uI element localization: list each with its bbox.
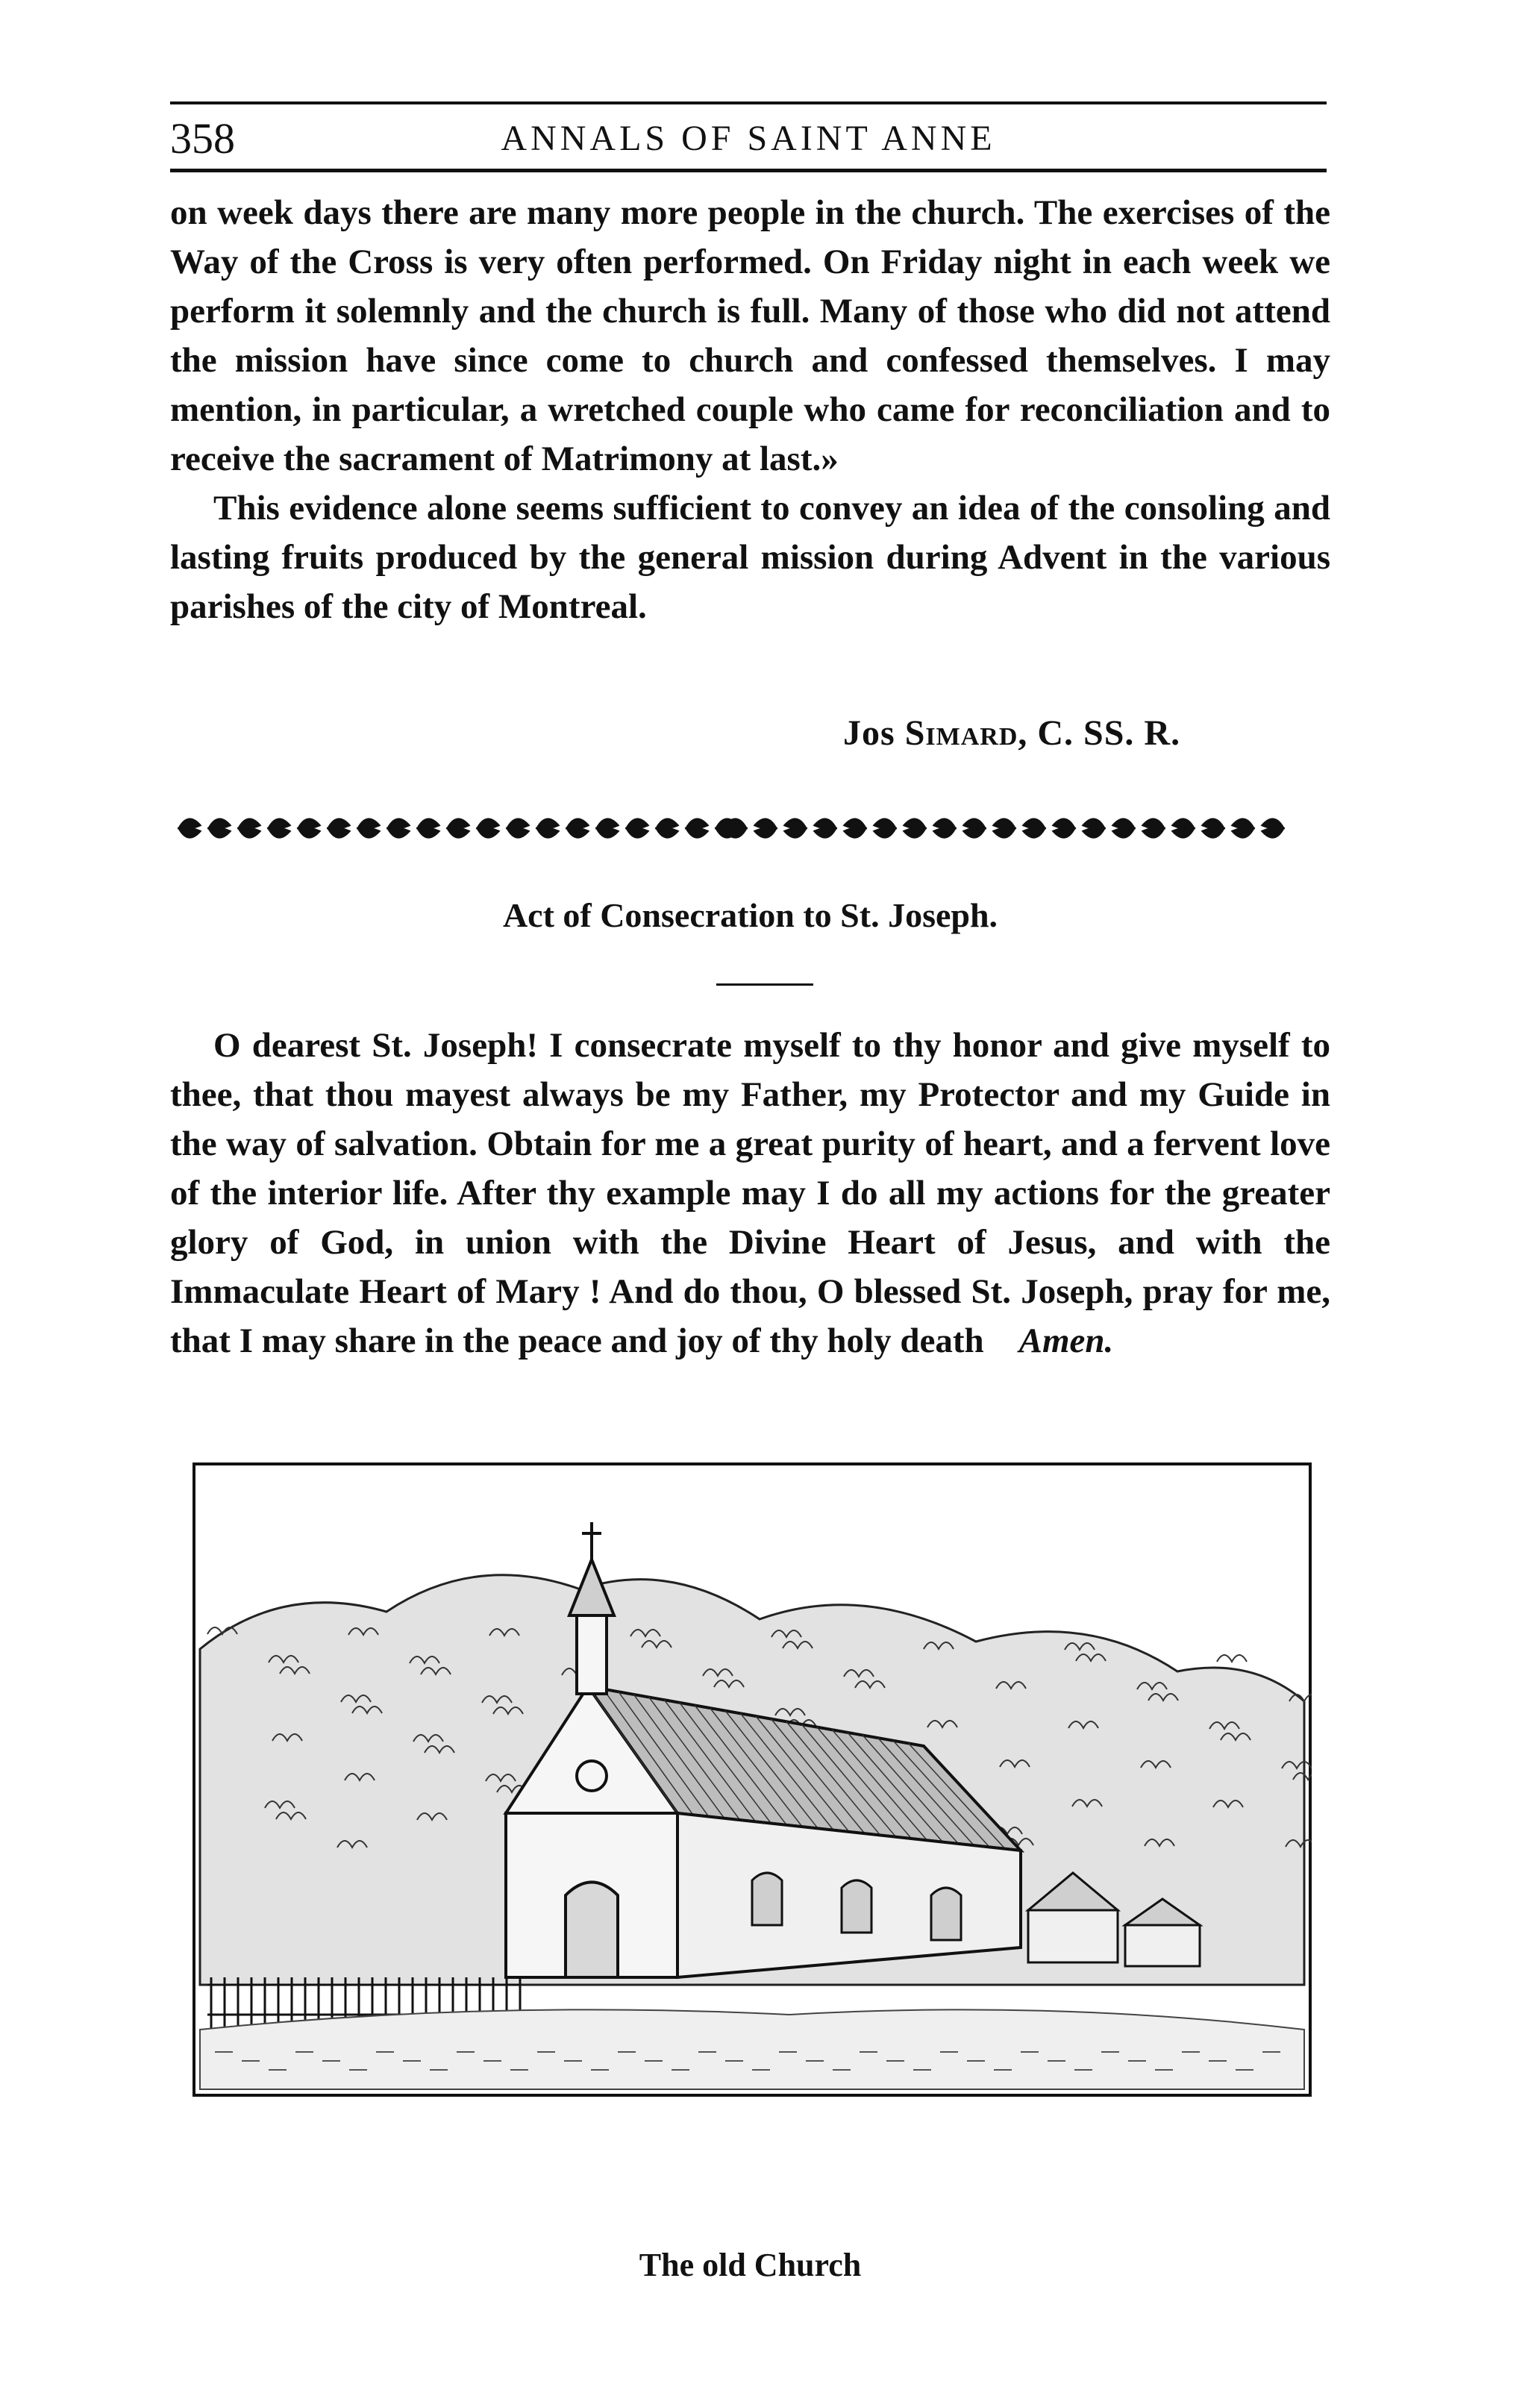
running-head: ANNALS OF SAINT ANNE	[501, 119, 996, 158]
header-top-rule	[170, 101, 1327, 104]
signature-suffix: , C. SS. R.	[1018, 713, 1181, 753]
prayer-paragraph	[170, 1021, 1330, 1365]
header-bottom-rule	[170, 169, 1327, 172]
article-paragraph: This evidence alone seems sufficient to convey an idea of the consoling and lasting fruits produced by the general mission during Advent in the various parishes of the city of Montreal.	[170, 489, 1330, 626]
prayer-body: O dearest St. Joseph! I consecrate myself to thy honor and give myself to thee, that thou mayest always be my Father, my Protector and my Guide in the way of salvation. Obtain for me a great purity of heart, and a fervent love of the interior life. After thy example may I do all my actions for the greater glory of God, in union with the Divine Heart of Jesus, and with the Immaculate Heart of Mary ! And do thou, O blessed St. Joseph, pray for me, that I may share in the peace and joy of thy holy death	[170, 1026, 1330, 1360]
section-title: Act of Consecration to St. Joseph.	[502, 896, 998, 934]
signature-first-name: Jos	[843, 713, 895, 753]
prayer-closing: Amen.	[1018, 1321, 1114, 1360]
page-header	[170, 90, 1327, 163]
article-text	[170, 188, 1330, 631]
author-signature	[843, 713, 1180, 754]
article-paragraph: on week days there are many more people in the church. The exercises of the Way of the Cross is very often performed. On Friday night in each week we perform it solemnly and the church is full. Many of those who did not attend the mission have since come to church and confessed themselves. I may mention, in particular, a wretched couple who came for reconciliation and to receive the sacrament of Matrimony at last.»	[170, 193, 1330, 478]
page-number: 358	[170, 114, 235, 163]
figure-caption: The old Church	[639, 2247, 862, 2283]
church-engraving-illustration	[192, 1462, 1312, 2097]
title-rule	[716, 983, 813, 986]
signature-surname: Simard	[904, 713, 1018, 753]
prayer-text	[170, 1021, 1330, 1365]
ornamental-divider	[172, 802, 1328, 854]
